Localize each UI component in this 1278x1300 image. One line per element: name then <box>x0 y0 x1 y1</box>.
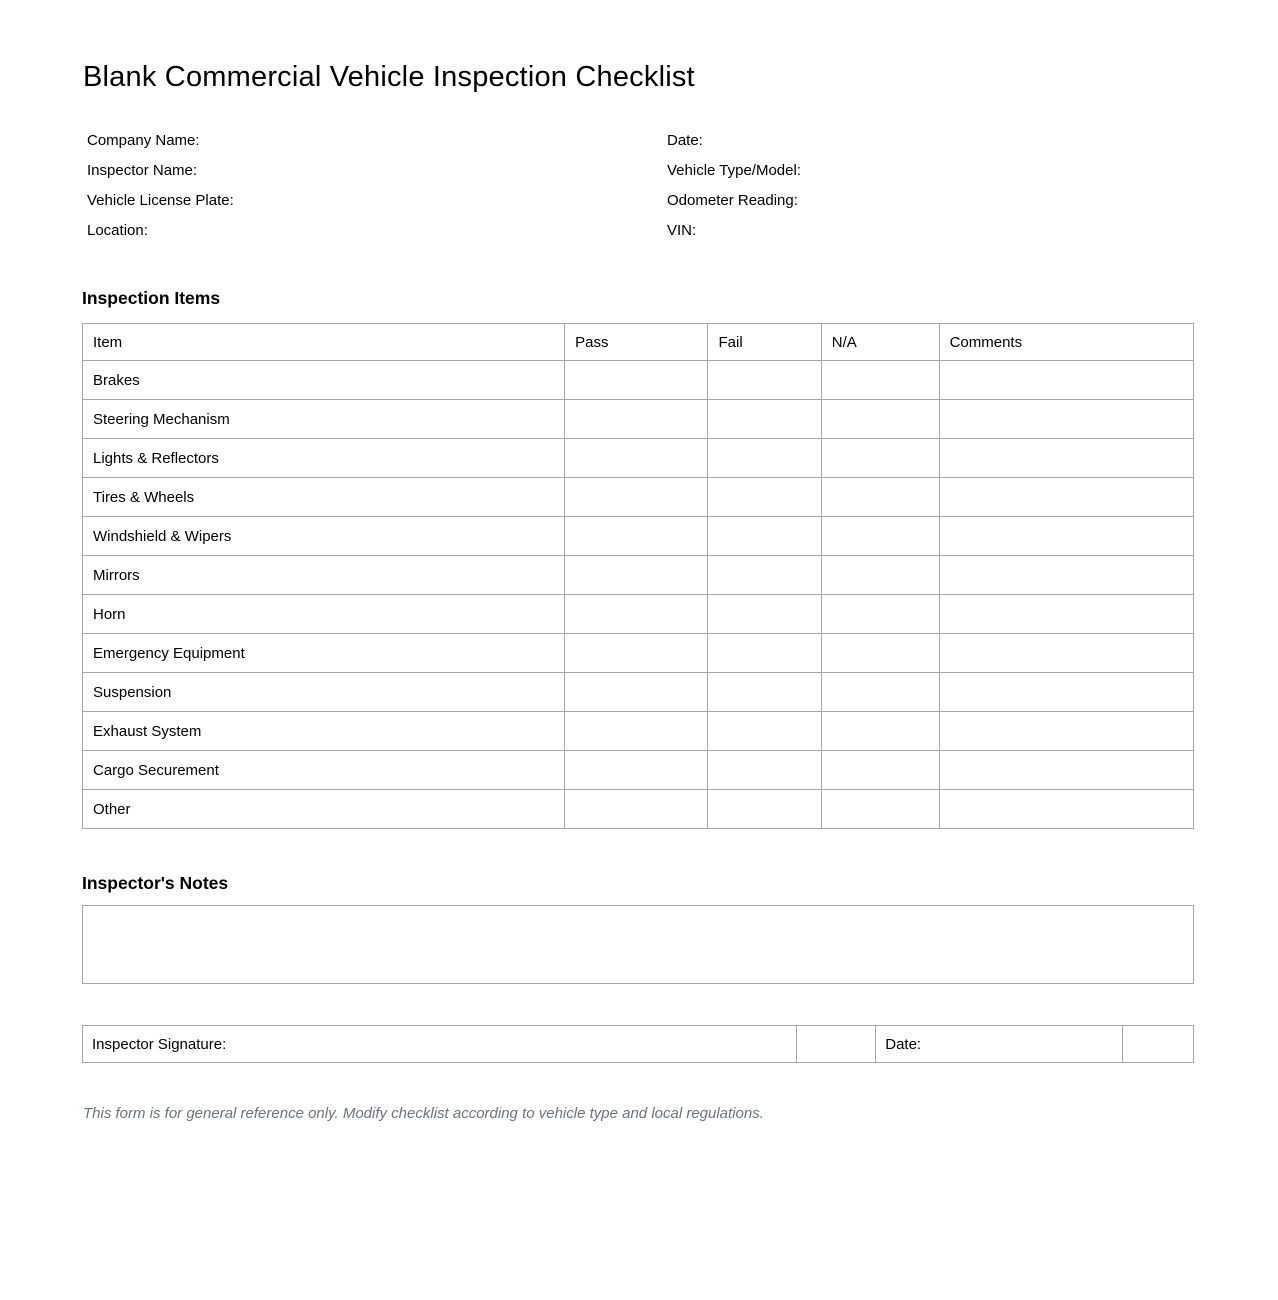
signature-row <box>83 1026 1194 1063</box>
item-cell: Windshield & Wipers <box>83 517 565 556</box>
fail-cell <box>708 634 821 673</box>
table-row <box>83 712 1194 751</box>
vehicle-type-model-label: Vehicle Type/Model: <box>667 162 801 179</box>
column-header-na: N/A <box>821 324 939 361</box>
table-row <box>83 790 1194 829</box>
pass-cell <box>565 751 708 790</box>
vehicle-license-plate-label: Vehicle License Plate: <box>87 192 234 209</box>
signature-date-label: Date: <box>876 1026 1123 1063</box>
comments-cell <box>939 439 1193 478</box>
na-cell <box>821 790 939 829</box>
signature-table <box>82 1025 1194 1063</box>
date-label: Date: <box>667 132 703 149</box>
disclaimer-text: This form is for general reference only. Modify checklist according to vehicle type and local regulations. <box>83 1105 764 1122</box>
inspectors-notes-heading: Inspector's Notes <box>82 873 229 893</box>
pass-cell <box>565 517 708 556</box>
fail-cell <box>708 712 821 751</box>
na-cell <box>821 478 939 517</box>
column-header-item: Item <box>83 324 565 361</box>
column-header-fail: Fail <box>708 324 821 361</box>
header-info-fields <box>87 126 1194 246</box>
odometer-reading-label: Odometer Reading: <box>667 192 798 209</box>
inspectors-notes-box <box>82 905 1194 984</box>
inspection-items-heading: Inspection Items <box>82 288 221 308</box>
na-cell <box>821 517 939 556</box>
na-cell <box>821 751 939 790</box>
signature-blank-cell <box>797 1026 876 1063</box>
fail-cell <box>708 439 821 478</box>
na-cell <box>821 634 939 673</box>
date-blank-cell <box>1122 1026 1193 1063</box>
comments-cell <box>939 595 1193 634</box>
table-row <box>83 400 1194 439</box>
item-cell: Tires & Wheels <box>83 478 565 517</box>
comments-cell <box>939 556 1193 595</box>
item-cell: Brakes <box>83 361 565 400</box>
table-row <box>83 478 1194 517</box>
table-row <box>83 751 1194 790</box>
item-cell: Suspension <box>83 673 565 712</box>
fail-cell <box>708 595 821 634</box>
company-name-label: Company Name: <box>87 132 200 149</box>
table-row <box>83 595 1194 634</box>
pass-cell <box>565 595 708 634</box>
pass-cell <box>565 673 708 712</box>
table-row <box>83 556 1194 595</box>
item-cell: Exhaust System <box>83 712 565 751</box>
fail-cell <box>708 400 821 439</box>
pass-cell <box>565 556 708 595</box>
table-row <box>83 517 1194 556</box>
inspection-table-header-row <box>83 324 1194 361</box>
inspector-signature-label: Inspector Signature: <box>83 1026 797 1063</box>
page-title: Blank Commercial Vehicle Inspection Checklist <box>83 61 695 93</box>
comments-cell <box>939 712 1193 751</box>
table-row <box>83 673 1194 712</box>
fail-cell <box>708 790 821 829</box>
fail-cell <box>708 361 821 400</box>
table-row <box>83 439 1194 478</box>
pass-cell <box>565 439 708 478</box>
table-row <box>83 634 1194 673</box>
item-cell: Horn <box>83 595 565 634</box>
comments-cell <box>939 400 1193 439</box>
comments-cell <box>939 790 1193 829</box>
pass-cell <box>565 478 708 517</box>
na-cell <box>821 361 939 400</box>
location-label: Location: <box>87 222 148 239</box>
pass-cell <box>565 400 708 439</box>
na-cell <box>821 595 939 634</box>
item-cell: Other <box>83 790 565 829</box>
item-cell: Cargo Securement <box>83 751 565 790</box>
fail-cell <box>708 673 821 712</box>
na-cell <box>821 712 939 751</box>
comments-cell <box>939 673 1193 712</box>
column-header-comments: Comments <box>939 324 1193 361</box>
na-cell <box>821 556 939 595</box>
comments-cell <box>939 751 1193 790</box>
comments-cell <box>939 361 1193 400</box>
fail-cell <box>708 478 821 517</box>
pass-cell <box>565 634 708 673</box>
item-cell: Emergency Equipment <box>83 634 565 673</box>
fail-cell <box>708 556 821 595</box>
item-cell: Lights & Reflectors <box>83 439 565 478</box>
fail-cell <box>708 517 821 556</box>
inspection-table <box>82 323 1194 829</box>
pass-cell <box>565 790 708 829</box>
vin-label: VIN: <box>667 222 697 239</box>
pass-cell <box>565 361 708 400</box>
na-cell <box>821 439 939 478</box>
comments-cell <box>939 634 1193 673</box>
item-cell: Mirrors <box>83 556 565 595</box>
na-cell <box>821 400 939 439</box>
inspector-name-label: Inspector Name: <box>87 162 198 179</box>
comments-cell <box>939 517 1193 556</box>
fail-cell <box>708 751 821 790</box>
item-cell: Steering Mechanism <box>83 400 565 439</box>
table-row <box>83 361 1194 400</box>
comments-cell <box>939 478 1193 517</box>
pass-cell <box>565 712 708 751</box>
na-cell <box>821 673 939 712</box>
column-header-pass: Pass <box>565 324 708 361</box>
